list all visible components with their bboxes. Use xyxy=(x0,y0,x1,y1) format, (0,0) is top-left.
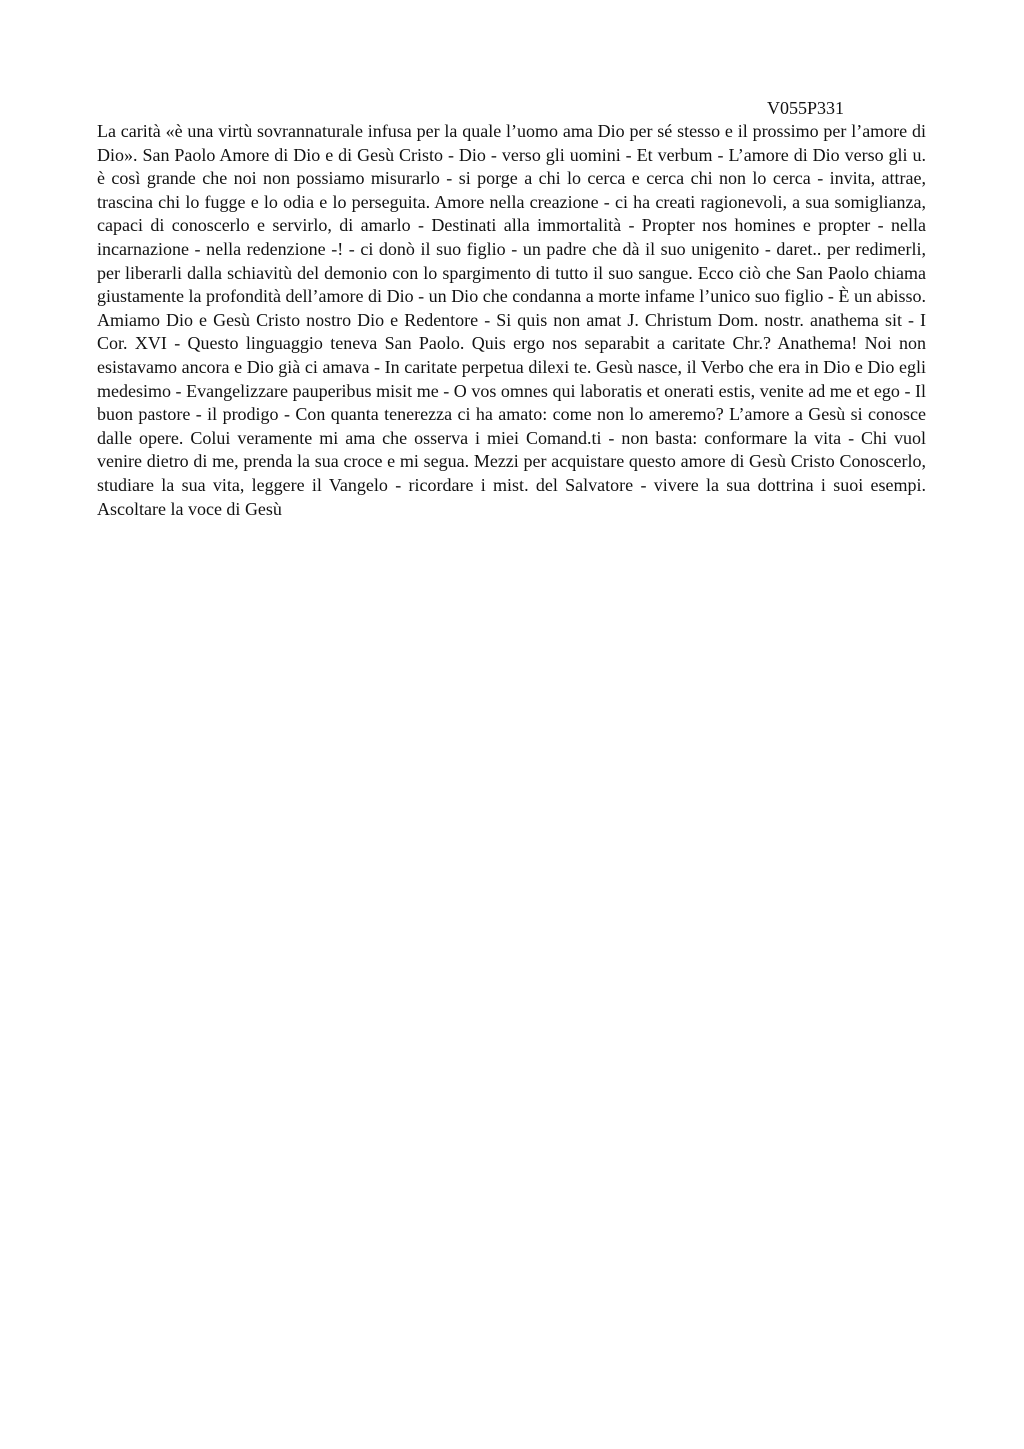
page-code: V055P331 xyxy=(767,98,845,118)
body-paragraph: La carità «è una virtù sovrannaturale infusa per la quale l’uomo ama Dio per sé stesso e il prossimo per l’amore di Dio». San Paolo Amore di Dio e di Gesù Cristo - Dio - verso gli uomini - Et verbum - L’amore di Dio verso gli u. è così grande che noi non possiamo misurarlo - si porge a chi lo cerca e cerca chi non lo cerca - invita, attrae, trascina chi lo fugge e lo odia e lo perseguita. Amore nella creazione - ci ha creati ragionevoli, a sua somiglianza, capaci di conoscerlo e servirlo, di amarlo - Destinati alla immortalità - Propter nos homines e propter - nella incarnazione - nella redenzione -! - ci donò il suo figlio - un padre che dà il suo unigenito - daret.. per redimerli, per liberarli dalla schiavitù del demonio con lo spargimento di tutto il suo sangue. Ecco ciò che San Paolo chiama giustamente la profondità dell’amore di Dio - un Dio che condanna a morte infame l’unico suo figlio - È un abisso. Amiamo Dio e Gesù Cristo nostro Dio e Redentore - Si quis non amat J. Christum Dom. nostr. anathema sit - I Cor. XVI - Questo linguaggio teneva San Paolo. Quis ergo nos separabit a caritate Chr.? Anathema! Noi non esistavamo ancora e Dio già ci amava - In caritate perpetua dilexi te. Gesù nasce, il Verbo che era in Dio e Dio egli medesimo - Evangelizzare pauperibus misit me - O vos omnes qui laboratis et onerati estis, venite ad me et ego - Il buon pastore - il prodigo - Con quanta tenerezza ci ha amato: come non lo ameremo? L’amore a Gesù si conosce dalle opere. Colui veramente mi ama che osserva i miei Comand.ti - non basta: conformare la vita - Chi vuol venire dietro di me, prenda la sua croce e mi segua. Mezzi per acquistare questo amore di Gesù Cristo Conoscerlo, studiare la sua vita, leggere il Vangelo - ricordare i mist. del Salvatore - vivere la sua dottrina i suoi esempi. Ascoltare la voce di Gesù xyxy=(97,121,926,519)
